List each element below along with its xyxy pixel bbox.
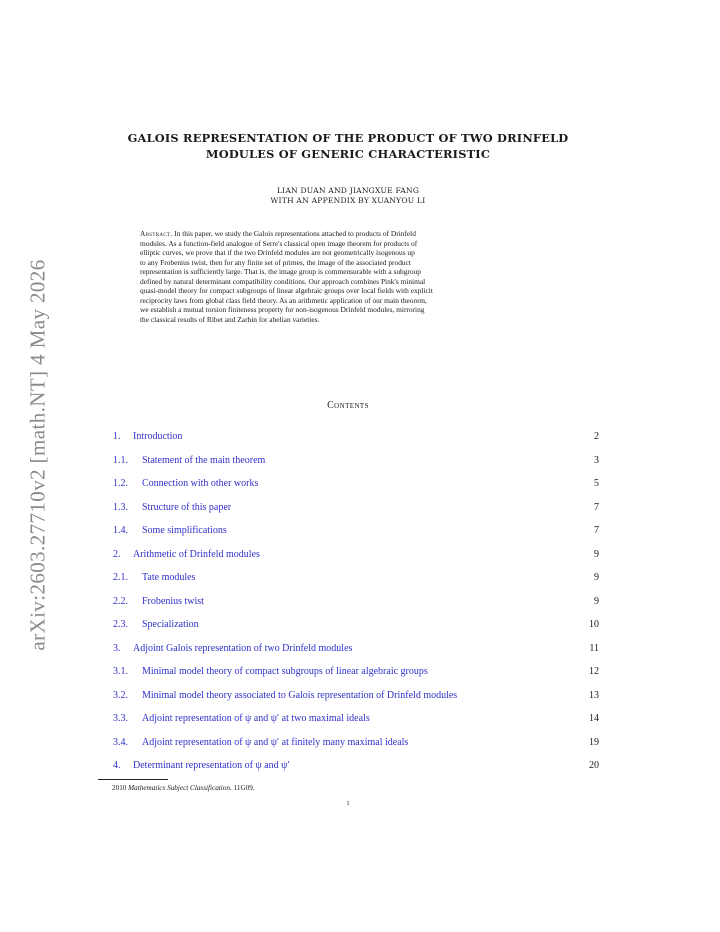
- toc-entry[interactable]: [113, 689, 599, 703]
- toc-entry-number[interactable]: 1.2.: [113, 478, 128, 489]
- arxiv-identifier: arXiv:2603.27710v2 [math.NT] 4 May 2026: [25, 259, 50, 651]
- footnote-classification-label: Mathematics Subject Classification.: [128, 784, 232, 792]
- abstract-line-5: representation is sufficiently large. That is, the image group is commensurable with a subgroup: [140, 267, 421, 276]
- toc-entry-link[interactable]: Adjoint representation of ψ and ψ′ at two maximal ideals: [142, 713, 370, 724]
- toc-entry[interactable]: [113, 665, 599, 679]
- toc-entry-page: 9: [594, 548, 599, 560]
- toc-entry-link[interactable]: Arithmetic of Drinfeld modules: [133, 548, 260, 560]
- abstract-line-9: we establish a mutual torsion finiteness property for non-isogenous Drinfeld modules, mirroring: [140, 305, 425, 314]
- footnote-code: 11G09.: [233, 784, 255, 792]
- abstract-line-8: reciprocity laws from global class field theory. As an arithmetic application of our main theorem,: [140, 295, 427, 305]
- abstract-line-6: defined by natural determinant compatibility conditions. Our approach combines Pink's minimal: [140, 276, 426, 286]
- title-line-1: GALOIS REPRESENTATION OF THE PRODUCT OF TWO DRINFELD: [127, 131, 569, 145]
- paper-title: [100, 130, 596, 162]
- toc-entry-number[interactable]: 3.1.: [113, 666, 128, 677]
- toc-entry-link[interactable]: Minimal model theory of compact subgroups of linear algebraic groups: [142, 666, 428, 677]
- page-number: 1: [346, 800, 350, 807]
- title-line-2: MODULES OF GENERIC CHARACTERISTIC: [205, 147, 491, 161]
- toc-entry-page: 7: [594, 525, 599, 536]
- toc-entry-page: 10: [589, 619, 599, 630]
- toc-entry[interactable]: [113, 477, 599, 491]
- toc-entry[interactable]: [113, 430, 599, 444]
- toc-entry-link[interactable]: Connection with other works: [142, 478, 259, 489]
- toc-entry-number[interactable]: 1.3.: [113, 501, 128, 513]
- footnote-rule: [98, 779, 168, 780]
- toc-entry-number[interactable]: 3.2.: [113, 689, 128, 701]
- toc-entry-number[interactable]: 1.4.: [113, 525, 128, 536]
- toc-entry[interactable]: [113, 524, 599, 538]
- toc-entry-page: 14: [589, 713, 599, 724]
- toc-entry-number[interactable]: 2.: [113, 548, 121, 560]
- author-block: [100, 186, 596, 206]
- toc-entry-number[interactable]: 3.4.: [113, 736, 128, 748]
- toc-entry-number[interactable]: 2.2.: [113, 595, 128, 607]
- abstract-line-1: [140, 229, 556, 239]
- toc-entry[interactable]: [113, 759, 599, 773]
- abstract-line-7: quasi-model theory for compact subgroups of linear algebraic groups over local fields with explicit: [140, 286, 433, 295]
- toc-entry-number[interactable]: 4.: [113, 760, 121, 771]
- toc-entry[interactable]: [113, 736, 599, 750]
- toc-entry-link[interactable]: Tate modules: [142, 572, 196, 583]
- toc-entry-page: 11: [589, 642, 599, 654]
- abstract-line-3: elliptic curves, we prove that if the two Drinfeld modules are not geometrically isogenous up: [140, 248, 415, 257]
- toc-entry-page: 13: [589, 689, 599, 701]
- toc-entry[interactable]: [113, 454, 599, 468]
- toc-entry[interactable]: [113, 595, 599, 609]
- toc-entry[interactable]: [113, 712, 599, 726]
- abstract-line-2: modules. As a function-field analogue of Serre's classical open image theorem for products of: [140, 238, 418, 248]
- toc-entry-page: 2: [594, 431, 599, 442]
- abstract-text: In this paper, we study the Galois representations attached to products of Drinfeld: [174, 229, 416, 238]
- toc-entry-page: 9: [594, 572, 599, 583]
- toc-entry-page: 3: [594, 454, 599, 466]
- contents-heading: Contents: [327, 400, 369, 411]
- toc-entry-link[interactable]: Adjoint Galois representation of two Drinfeld modules: [133, 642, 353, 654]
- toc-entry-page: 9: [594, 595, 599, 607]
- authors-line: LIAN DUAN AND JIANGXUE FANG: [276, 186, 420, 195]
- toc-entry-number[interactable]: 2.3.: [113, 619, 128, 630]
- toc-entry-page: 20: [589, 760, 599, 771]
- toc-entry[interactable]: [113, 618, 599, 632]
- abstract-line-10: the classical results of Ribet and Zarhin for abelian varieties.: [140, 314, 320, 324]
- footnote: [112, 784, 255, 792]
- toc-entry-link[interactable]: Determinant representation of ψ and ψ′: [133, 760, 290, 771]
- toc-entry-number[interactable]: 1.: [113, 431, 121, 442]
- toc-entry-link[interactable]: Introduction: [133, 431, 183, 442]
- toc-entry-page: 19: [589, 736, 599, 748]
- appendix-author-line: WITH AN APPENDIX BY XUANYOU LI: [270, 196, 426, 205]
- toc-entry-link[interactable]: Minimal model theory associated to Galois representation of Drinfeld modules: [142, 689, 458, 701]
- toc-entry[interactable]: [113, 548, 599, 562]
- abstract-line-4: to any Frobenius twist, then for any finite set of primes, the image of the associated product: [140, 257, 411, 267]
- toc-entry-number[interactable]: 1.1.: [113, 454, 128, 466]
- toc-entry[interactable]: [113, 571, 599, 585]
- toc-entry[interactable]: [113, 501, 599, 515]
- toc-entry-link[interactable]: Statement of the main theorem: [142, 454, 266, 466]
- toc-entry-link[interactable]: Some simplifications: [142, 525, 227, 536]
- toc-entry-link[interactable]: Adjoint representation of ψ and ψ′ at finitely many maximal ideals: [142, 736, 409, 748]
- toc-entry-link[interactable]: Specialization: [142, 619, 199, 630]
- toc-entry-number[interactable]: 3.: [113, 642, 121, 654]
- abstract-lead: Abstract.: [140, 229, 173, 238]
- toc-entry-number[interactable]: 2.1.: [113, 572, 128, 583]
- toc-entry[interactable]: [113, 642, 599, 656]
- toc-entry-page: 7: [594, 501, 599, 513]
- toc-entry-page: 5: [594, 478, 599, 489]
- toc-entry-link[interactable]: Frobenius twist: [142, 595, 204, 607]
- abstract: [140, 229, 556, 324]
- toc-entry-number[interactable]: 3.3.: [113, 713, 128, 724]
- footnote-year: 2010: [112, 784, 127, 792]
- toc-entry-link[interactable]: Structure of this paper: [142, 501, 232, 513]
- toc-entry-page: 12: [589, 666, 599, 677]
